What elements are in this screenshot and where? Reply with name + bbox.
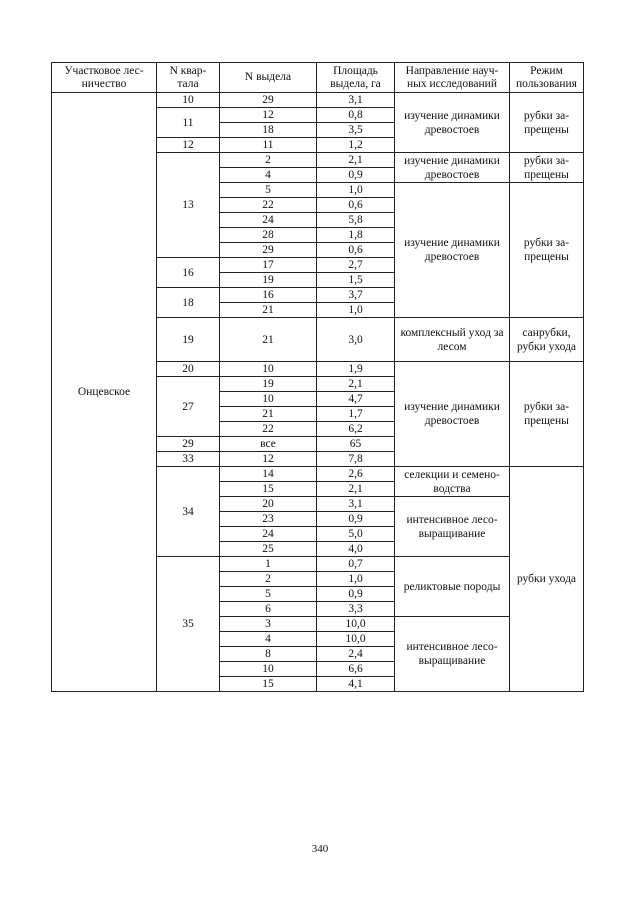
plot-cell: 16 <box>220 288 317 303</box>
area-cell: 0,7 <box>317 557 395 572</box>
plot-cell: 10 <box>220 662 317 677</box>
plot-cell: 4 <box>220 632 317 647</box>
area-cell: 1,9 <box>317 362 395 377</box>
usage-regime-cell: рубки за- прещены <box>510 153 584 183</box>
plot-cell: 12 <box>220 452 317 467</box>
research-direction-cell: изучение динамики древостоев <box>395 362 510 467</box>
plot-cell: 21 <box>220 303 317 318</box>
area-cell: 6,2 <box>317 422 395 437</box>
usage-regime-cell: рубки за- прещены <box>510 362 584 467</box>
plot-cell: 15 <box>220 482 317 497</box>
plot-cell: 10 <box>220 392 317 407</box>
plot-cell: 29 <box>220 243 317 258</box>
area-cell: 3,7 <box>317 288 395 303</box>
area-cell: 1,8 <box>317 228 395 243</box>
usage-regime-cell: рубки за- прещены <box>510 93 584 153</box>
area-cell: 65 <box>317 437 395 452</box>
quarter-cell: 20 <box>157 362 220 377</box>
area-cell: 3,1 <box>317 93 395 108</box>
area-cell: 2,1 <box>317 153 395 168</box>
plot-cell: 18 <box>220 123 317 138</box>
plot-cell: 2 <box>220 572 317 587</box>
plot-cell: 14 <box>220 467 317 482</box>
research-direction-cell: изучение динамики древостоев <box>395 183 510 318</box>
table-row <box>52 93 584 108</box>
plot-cell: 5 <box>220 183 317 198</box>
research-direction-cell: реликтовые породы <box>395 557 510 617</box>
plot-cell: 2 <box>220 153 317 168</box>
area-cell: 1,7 <box>317 407 395 422</box>
research-direction-cell: интенсивное лесо- выращивание <box>395 617 510 692</box>
quarter-cell: 19 <box>157 318 220 362</box>
quarter-cell: 34 <box>157 467 220 557</box>
plot-cell: 24 <box>220 527 317 542</box>
area-cell: 7,8 <box>317 452 395 467</box>
table-header-row <box>52 63 584 93</box>
quarter-cell: 29 <box>157 437 220 452</box>
usage-regime-cell: рубки ухода <box>510 467 584 692</box>
area-cell: 1,0 <box>317 183 395 198</box>
area-cell: 0,6 <box>317 198 395 213</box>
plot-cell: 19 <box>220 377 317 392</box>
plot-cell: все <box>220 437 317 452</box>
area-cell: 5,8 <box>317 213 395 228</box>
area-cell: 2,4 <box>317 647 395 662</box>
plot-cell: 12 <box>220 108 317 123</box>
plot-cell: 3 <box>220 617 317 632</box>
quarter-cell: 10 <box>157 93 220 108</box>
plot-cell: 17 <box>220 258 317 273</box>
quarter-cell: 35 <box>157 557 220 692</box>
plot-cell: 19 <box>220 273 317 288</box>
header-research-direction: Направление науч- ных исследований <box>395 63 510 93</box>
plot-cell: 11 <box>220 138 317 153</box>
plot-cell: 24 <box>220 213 317 228</box>
area-cell: 4,7 <box>317 392 395 407</box>
area-cell: 0,9 <box>317 168 395 183</box>
plot-cell: 20 <box>220 497 317 512</box>
area-cell: 1,2 <box>317 138 395 153</box>
plot-cell: 1 <box>220 557 317 572</box>
header-area: Площадь выдела, га <box>317 63 395 93</box>
research-direction-cell: комплексный уход за лесом <box>395 318 510 362</box>
area-cell: 2,1 <box>317 482 395 497</box>
plot-cell: 22 <box>220 198 317 213</box>
area-cell: 1,0 <box>317 572 395 587</box>
plot-cell: 4 <box>220 168 317 183</box>
plot-cell: 29 <box>220 93 317 108</box>
plot-cell: 25 <box>220 542 317 557</box>
usage-regime-cell: санрубки, рубки ухода <box>510 318 584 362</box>
area-cell: 2,1 <box>317 377 395 392</box>
quarter-cell: 33 <box>157 452 220 467</box>
area-cell: 3,0 <box>317 318 395 362</box>
area-cell: 0,6 <box>317 243 395 258</box>
plot-cell: 21 <box>220 318 317 362</box>
quarter-cell: 16 <box>157 258 220 288</box>
area-cell: 3,3 <box>317 602 395 617</box>
plot-cell: 8 <box>220 647 317 662</box>
research-direction-cell: интенсивное лесо- выращивание <box>395 497 510 557</box>
plot-cell: 10 <box>220 362 317 377</box>
page-number: 340 <box>311 843 329 855</box>
quarter-cell: 13 <box>157 153 220 258</box>
forestry-cell: Онцевское <box>52 93 157 692</box>
area-cell: 0,9 <box>317 512 395 527</box>
area-cell: 5,0 <box>317 527 395 542</box>
area-cell: 1,0 <box>317 303 395 318</box>
research-direction-cell: изучение динамики древостоев <box>395 93 510 153</box>
area-cell: 2,6 <box>317 467 395 482</box>
usage-regime-cell: рубки за- прещены <box>510 183 584 318</box>
area-cell: 2,7 <box>317 258 395 273</box>
area-cell: 6,6 <box>317 662 395 677</box>
area-cell: 3,5 <box>317 123 395 138</box>
plot-cell: 23 <box>220 512 317 527</box>
plot-cell: 5 <box>220 587 317 602</box>
area-cell: 10,0 <box>317 632 395 647</box>
plot-cell: 22 <box>220 422 317 437</box>
forest-plots-table <box>51 62 584 692</box>
quarter-cell: 11 <box>157 108 220 138</box>
area-cell: 0,9 <box>317 587 395 602</box>
quarter-cell: 12 <box>157 138 220 153</box>
area-cell: 4,0 <box>317 542 395 557</box>
header-quarter: N квар- тала <box>157 63 220 93</box>
quarter-cell: 27 <box>157 377 220 437</box>
plot-cell: 21 <box>220 407 317 422</box>
area-cell: 0,8 <box>317 108 395 123</box>
header-plot: N выдела <box>220 63 317 93</box>
area-cell: 4,1 <box>317 677 395 692</box>
research-direction-cell: изучение динамики древостоев <box>395 153 510 183</box>
area-cell: 3,1 <box>317 497 395 512</box>
plot-cell: 6 <box>220 602 317 617</box>
research-direction-cell: селекции и семено- водства <box>395 467 510 497</box>
header-usage-regime: Режим пользования <box>510 63 584 93</box>
quarter-cell: 18 <box>157 288 220 318</box>
area-cell: 10,0 <box>317 617 395 632</box>
plot-cell: 15 <box>220 677 317 692</box>
plot-cell: 28 <box>220 228 317 243</box>
area-cell: 1,5 <box>317 273 395 288</box>
header-forestry: Участковое лес- ничество <box>52 63 157 93</box>
